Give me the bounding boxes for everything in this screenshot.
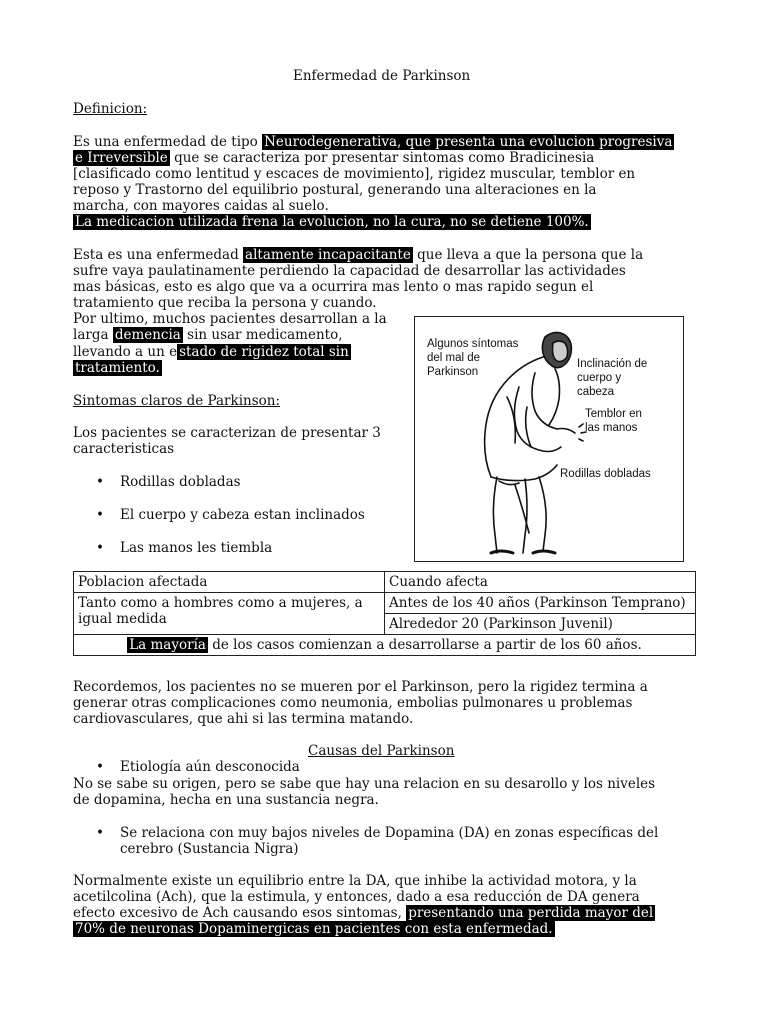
p3-line-1: Por ultimo, muchos pacientes desarrollan a la — [73, 311, 387, 327]
definicion-line-6 — [73, 214, 591, 230]
p2-line-3: mas básicas, esto es algo que va a ocurrira mas lento o mas rapido segun el — [73, 279, 594, 295]
p4-line-3: cardiovasculares, que ahi si las termina matando. — [73, 711, 414, 727]
figure-label-inclinacion — [577, 357, 647, 399]
text-span: Es una enfermedad de tipo — [73, 134, 263, 150]
table-footer-cell — [74, 635, 696, 656]
definicion-line-2 — [73, 150, 594, 166]
text-span: que se caracteriza por presentar sintomas como Bradicinesia — [169, 150, 595, 166]
sintoma-item: • Rodillas dobladas — [120, 474, 241, 490]
text-span: que lleva a que la persona que la — [412, 247, 644, 263]
highlight-irreversible: e Irreversible — [75, 150, 168, 166]
sintoma-item: • El cuerpo y cabeza estan inclinados — [120, 507, 365, 523]
label-line: Parkinson — [427, 366, 479, 378]
table-row — [74, 572, 696, 593]
label-line: del mal de — [427, 352, 481, 364]
label-line: Temblor en — [585, 408, 642, 420]
causas-line-2: de dopamina, hecha en una sustancia negra. — [73, 792, 379, 808]
figure-label-rodillas: Rodillas dobladas — [560, 468, 651, 480]
p5-line-2: acetilcolina (Ach), que la estimula, y entonces, dado a esa reducción de DA genera — [73, 889, 640, 905]
highlight-rigidez: stado de rigidez total sin — [179, 344, 349, 360]
poblacion-table — [73, 571, 696, 656]
p2-line-1 — [73, 247, 643, 263]
definicion-line-5: marcha, con mayores caidas al suelo. — [73, 198, 329, 214]
p5-line-4 — [73, 921, 555, 937]
p5-line-1: Normalmente existe un equilibrio entre la DA, que inhibe la actividad motora, y la — [73, 873, 637, 889]
figure-label-main — [427, 337, 518, 379]
table-cell-temprano: Antes de los 40 años (Parkinson Temprano) — [385, 593, 696, 614]
p2-line-4: tratamiento que reciba la persona y cuando. — [73, 295, 377, 311]
definicion-line-1 — [73, 134, 674, 150]
label-line: cuerpo y — [577, 372, 622, 384]
causas-line-1: No se sabe su origen, pero se sabe que hay una relacion en su desarollo y los niveles — [73, 776, 656, 792]
table-header-cuando: Cuando afecta — [385, 572, 696, 593]
table-cell-juvenil: Alrededor 20 (Parkinson Juvenil) — [385, 614, 696, 635]
sintoma-item: • Las manos les tiembla — [120, 540, 272, 556]
text-span: larga — [73, 327, 113, 343]
highlight-medicacion: La medicacion utilizada frena la evolucion, no la cura, no se detiene 100%. — [75, 214, 589, 230]
table-header-poblacion: Poblacion afectada — [74, 572, 385, 593]
causas-heading: Causas del Parkinson — [308, 743, 455, 759]
p2-line-2: sufre vaya paulatinamente perdiendo la capacidad de desarrollar las actividades — [73, 263, 626, 279]
figure-label-temblor — [585, 407, 642, 435]
highlight-tratamiento: tratamiento. — [75, 360, 160, 376]
table-row — [74, 593, 696, 614]
highlight-perdida: presentando una perdida mayor del — [408, 905, 654, 921]
p5-line-3 — [73, 905, 655, 921]
sintomas-intro-2: caracteristicas — [73, 441, 175, 457]
p4-line-2: generar otras complicaciones como neumonia, embolias pulmonares u problemas — [73, 695, 633, 711]
definicion-line-3: [clasificado como lentitud y escaces de movimiento], rigidez muscular, temblor en — [73, 166, 636, 182]
highlight-neuronas: 70% de neuronas Dopaminergicas en pacientes con esta enfermedad. — [75, 921, 553, 937]
definicion-line-4: reposo y Trastorno del equilibrio postural, generando una alteraciones en la — [73, 182, 597, 198]
sintomas-intro-1: Los pacientes se caracterizan de presentar 3 — [73, 425, 381, 441]
label-line: Inclinación de — [577, 358, 648, 370]
text-span: efecto excesivo de Ach causando esos sintomas, — [73, 905, 407, 921]
p3-line-4 — [73, 360, 162, 376]
p3-line-3 — [73, 344, 351, 360]
highlight-demencia: demencia — [114, 327, 181, 343]
causa-item: • Etiología aún desconocida — [120, 759, 300, 775]
p4-line-1: Recordemos, los pacientes no se mueren por el Parkinson, pero la rigidez termina a — [73, 679, 648, 695]
sintomas-heading: Sintomas claros de Parkinson: — [73, 393, 281, 409]
p3-line-2 — [73, 327, 343, 343]
highlight-incapacitante: altamente incapacitante — [245, 247, 411, 263]
text-span: llevando a un e — [73, 344, 178, 360]
label-line: Algunos síntomas — [427, 338, 519, 350]
table-row — [74, 635, 696, 656]
page-title: Enfermedad de Parkinson — [293, 68, 471, 84]
highlight-mayoria: La mayoría — [129, 637, 206, 653]
label-line: las manos — [585, 422, 638, 434]
text-span: sin usar medicamento, — [182, 327, 343, 343]
parkinson-figure — [414, 316, 684, 562]
causa-item-cont: cerebro (Sustancia Nigra) — [120, 841, 299, 857]
table-cell-poblacion: Tanto como a hombres como a mujeres, a igual medida — [74, 593, 385, 635]
label-line: cabeza — [577, 386, 615, 398]
text-span: de los casos comienzan a desarrollarse a partir de los 60 años. — [207, 637, 642, 653]
highlight-neurodegenerativa: Neurodegenerativa, que presenta una evolucion progresiva — [264, 134, 673, 150]
definicion-heading: Definicion: — [73, 101, 148, 117]
causa-item: • Se relaciona con muy bajos niveles de Dopamina (DA) en zonas específicas del — [120, 825, 658, 841]
text-span: Esta es una enfermedad — [73, 247, 244, 263]
